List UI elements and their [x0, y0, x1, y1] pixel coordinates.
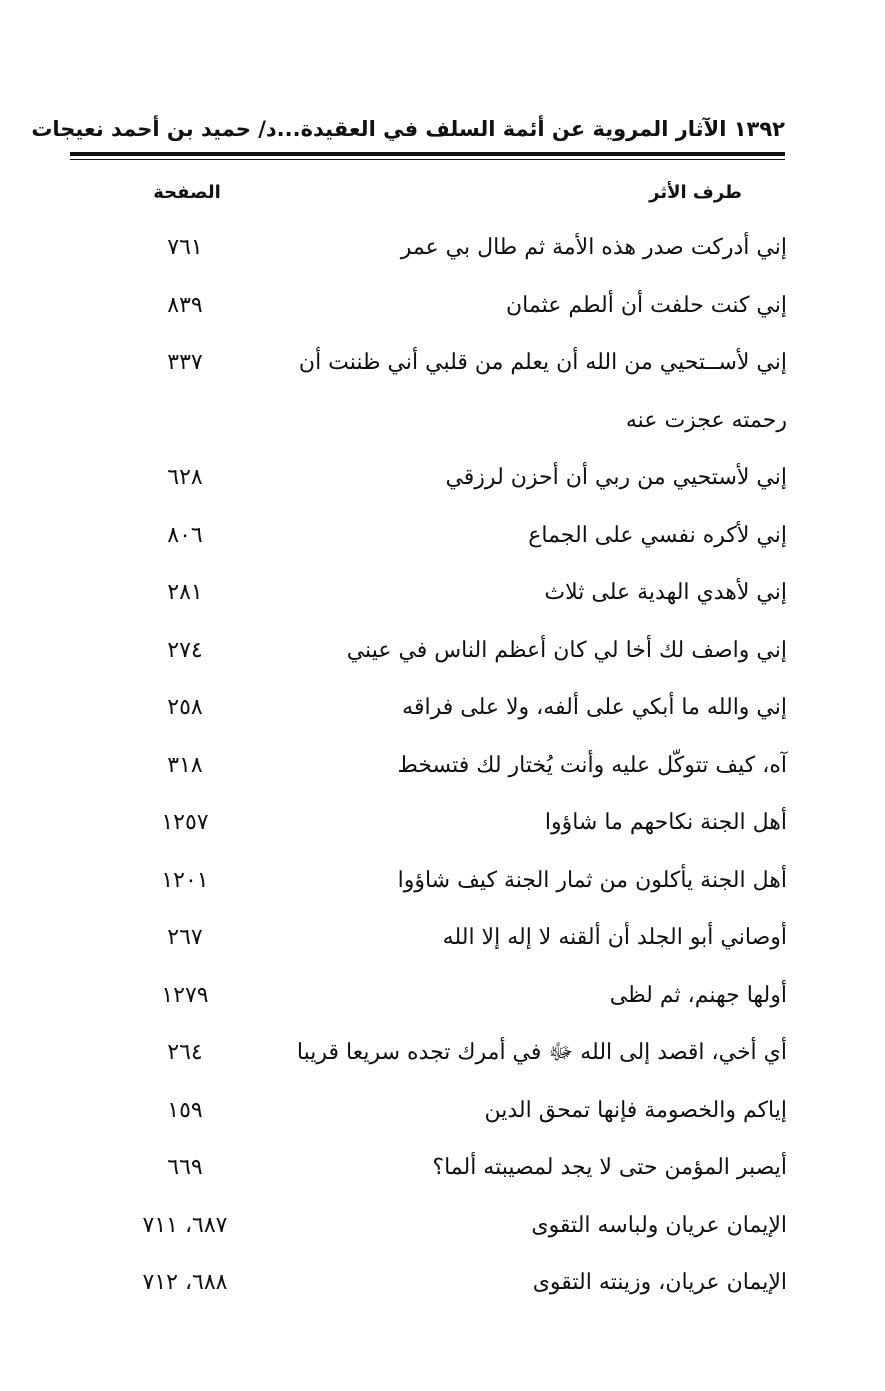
index-row [0, 861, 885, 919]
entry-text: إني واصف لك أخا لي كان أعظم الناس في عيني [346, 637, 787, 663]
entry-page-number: ٧٦١ [167, 235, 203, 260]
index-entries [0, 228, 885, 1321]
entry-page-number: ١٥٩ [167, 1097, 203, 1123]
entry-page-number: ٨٠٦ [167, 522, 203, 548]
column-heading-text: طرف الأثر [649, 182, 742, 203]
entry-page-number: ٢٥٨ [167, 695, 203, 720]
entry-page-number: ٦٨٧، ٧١١ [142, 1212, 228, 1238]
entry-text: أولها جهنم، ثم لظى [609, 982, 787, 1008]
entry-text: آه، كيف تتوكّل عليه وأنت يُختار لك فتسخط [397, 752, 787, 778]
entry-text: أي أخي، اقصد إلى الله ﷻ في أمرك تجده سريعا قريبا [296, 1040, 787, 1065]
entry-page-number: ٦٢٨ [167, 465, 203, 490]
index-row [0, 286, 885, 344]
index-row [0, 1091, 885, 1149]
index-row [0, 976, 885, 1034]
index-row [0, 631, 885, 689]
index-row [0, 746, 885, 804]
entry-text: رحمته عجزت عنه [625, 407, 787, 433]
index-row [0, 1263, 885, 1321]
entry-page-number: ٦٨٨، ٧١٢ [142, 1270, 228, 1295]
entry-text: إياكم والخصومة فإنها تمحق الدين [484, 1097, 787, 1123]
entry-text: أهل الجنة نكاحهم ما شاؤوا [544, 810, 787, 835]
entry-text: أوصاني أبو الجلد أن ألقنه لا إله إلا الله [442, 925, 787, 950]
index-row [0, 1148, 885, 1206]
entry-text: إني كنت حلفت أن ألطم عثمان [506, 292, 787, 318]
header-rule-thick [70, 152, 785, 156]
entry-text: الإيمان عريان ولباسه التقوى [531, 1212, 787, 1238]
column-heading-page: الصفحة [153, 182, 221, 203]
entry-text: إني لأستحيي من ربي أن أحزن لرزقي [445, 465, 787, 490]
entry-page-number: ٢٦٤ [167, 1040, 203, 1065]
entry-text: إني لأســتحيي من الله أن يعلم من قلبي أني ظننت أن [298, 350, 787, 375]
entry-page-number: ٢٦٧ [167, 925, 203, 950]
header-rule-thin [70, 159, 785, 160]
index-row [0, 1033, 885, 1091]
index-row [0, 803, 885, 861]
index-row-continuation [0, 401, 885, 459]
entry-page-number [100, 401, 270, 441]
entry-page-number: ١٢٥٧ [161, 810, 209, 835]
entry-text: أيصبر المؤمن حتى لا يجد لمصيبته ألما؟ [432, 1155, 787, 1180]
entry-page-number: ٣١٨ [167, 752, 203, 778]
entry-page-number: ١٢٧٩ [161, 982, 209, 1008]
index-row [0, 688, 885, 746]
index-row [0, 918, 885, 976]
entry-page-number: ١٢٠١ [161, 867, 209, 893]
entry-text: إني أدركت صدر هذه الأمة ثم طال بي عمر [400, 235, 787, 260]
entry-text: إني لأكره نفسي على الجماع [528, 522, 787, 548]
entry-page-number: ٦٦٩ [167, 1155, 203, 1180]
entry-page-number: ٣٣٧ [167, 350, 203, 375]
index-row [0, 458, 885, 516]
index-row [0, 343, 885, 401]
entry-page-number: ٢٧٤ [167, 637, 203, 663]
entry-page-number: ٨٣٩ [167, 292, 203, 318]
index-row [0, 228, 885, 286]
entry-page-number: ٢٨١ [167, 580, 203, 605]
entry-text: إني والله ما أبكي على ألفه، ولا على فراقه [402, 695, 787, 720]
entry-text: الإيمان عريان، وزينته التقوى [532, 1270, 787, 1295]
index-row [0, 573, 885, 631]
running-header: ١٣٩٢ الآثار المروية عن أئمة السلف في العقيدة...د/ حميد بن أحمد نعيجات [31, 117, 785, 141]
index-row [0, 516, 885, 574]
entry-text: أهل الجنة يأكلون من ثمار الجنة كيف شاؤوا [397, 867, 787, 893]
index-row [0, 1206, 885, 1264]
entry-text: إني لأهدي الهدية على ثلاث [544, 580, 787, 605]
